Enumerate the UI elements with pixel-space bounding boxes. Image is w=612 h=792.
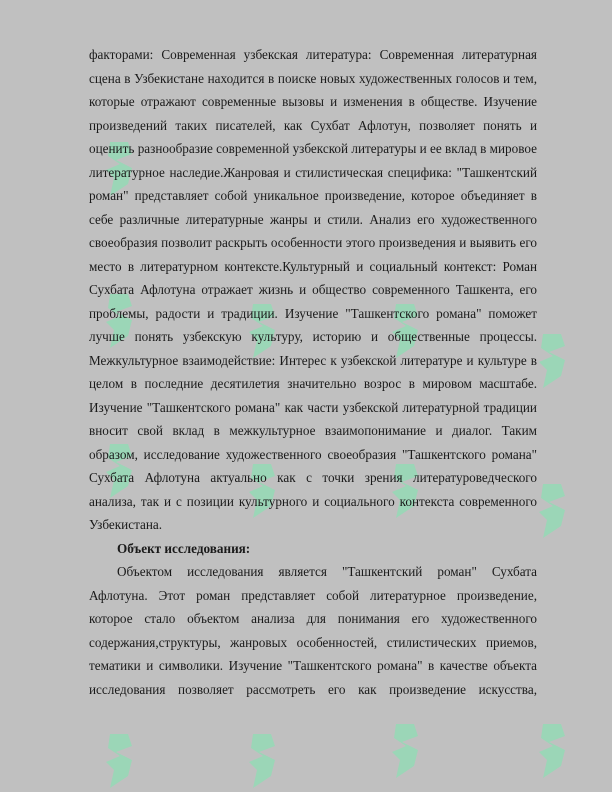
text-line: литературное наследие.Жанровая и стилистическая специфика: "Ташкентский xyxy=(89,164,537,180)
text-line: роман" представляет собой уникальное произведение, которое объединяет в xyxy=(89,188,537,203)
watermark-icon xyxy=(388,720,426,782)
text-line: проблемы, радости и традиции. Изучение "Ташкентского романа" поможет xyxy=(89,305,537,321)
text-line: вносит свой вклад в межкультурное взаимопонимание и диалог. Таким xyxy=(89,423,537,438)
text-line: Объектом исследования является "Ташкентский роман" Сухбата xyxy=(117,564,537,579)
text-line: Сухбата Афлотуна отражает жизнь и общество современного Ташкента, его xyxy=(89,282,537,297)
text-line: целом в последние десятилетия значительно возрос в мировом масштабе. xyxy=(89,376,537,391)
text-line: Узбекистана. xyxy=(89,517,163,532)
text-line: сцена в Узбекистане находится в поиске новых художественных голосов и тем, xyxy=(89,70,537,86)
text-line: которое стало объектом анализа для понимания его художественного xyxy=(89,611,537,626)
document-text xyxy=(89,43,537,701)
text-line: лучше понять узбекскую культуру, историю и общественные процессы. xyxy=(89,329,537,344)
text-line: место в литературном контексте.Культурный и социальный контекст: Роман xyxy=(89,258,537,274)
text-line: которые отражают современные вызовы и изменения в обществе. Изучение xyxy=(89,94,537,109)
watermark-icon xyxy=(535,720,573,782)
section-heading: Объект исследования: xyxy=(117,540,251,556)
text-line: факторами: Современная узбекская литература: Современная литературная xyxy=(89,47,537,62)
text-line: Афлотуна. Этот роман представляет собой литературное произведение, xyxy=(89,587,537,603)
text-line: образом, исследование художественного своеобразия "Ташкентского романа" xyxy=(89,446,537,462)
text-line: Сухбата Афлотуна актуально как с точки зрения литературоведческого xyxy=(89,470,537,485)
text-line: исследования позволяет рассмотреть его как произведение искусства, xyxy=(89,681,537,697)
text-line: произведений таких писателей, как Сухбат Афлотун, позволяет понять и xyxy=(89,117,537,133)
watermark-icon xyxy=(535,330,573,392)
watermark-icon xyxy=(535,480,573,542)
text-line: анализа, так и с позиции культурного и социального контекста современного xyxy=(89,493,537,509)
body-paragraph xyxy=(89,43,537,537)
text-line: тематики и символики. Изучение "Ташкентского романа" в качестве объекта xyxy=(89,658,537,673)
text-line: оценить разнообразие современной узбекской литературы и ее вклад в мировое xyxy=(89,141,537,156)
text-line: своеобразия позволит раскрыть особенности этого произведения и выявить его xyxy=(89,235,537,250)
object-paragraph xyxy=(89,560,537,701)
text-line: себе различные литературные жанры и стили. Анализ его художественного xyxy=(89,211,537,227)
watermark-icon xyxy=(245,730,283,792)
text-line: Межкультурное взаимодействие: Интерес к узбекской литературе и культуре в xyxy=(89,352,537,368)
text-line: Изучение "Ташкентского романа" как части узбекской литературной традиции xyxy=(89,399,537,415)
text-line: содержания,структуры, жанровых особенностей, стилистических приемов, xyxy=(89,634,537,650)
watermark-icon xyxy=(102,730,140,792)
